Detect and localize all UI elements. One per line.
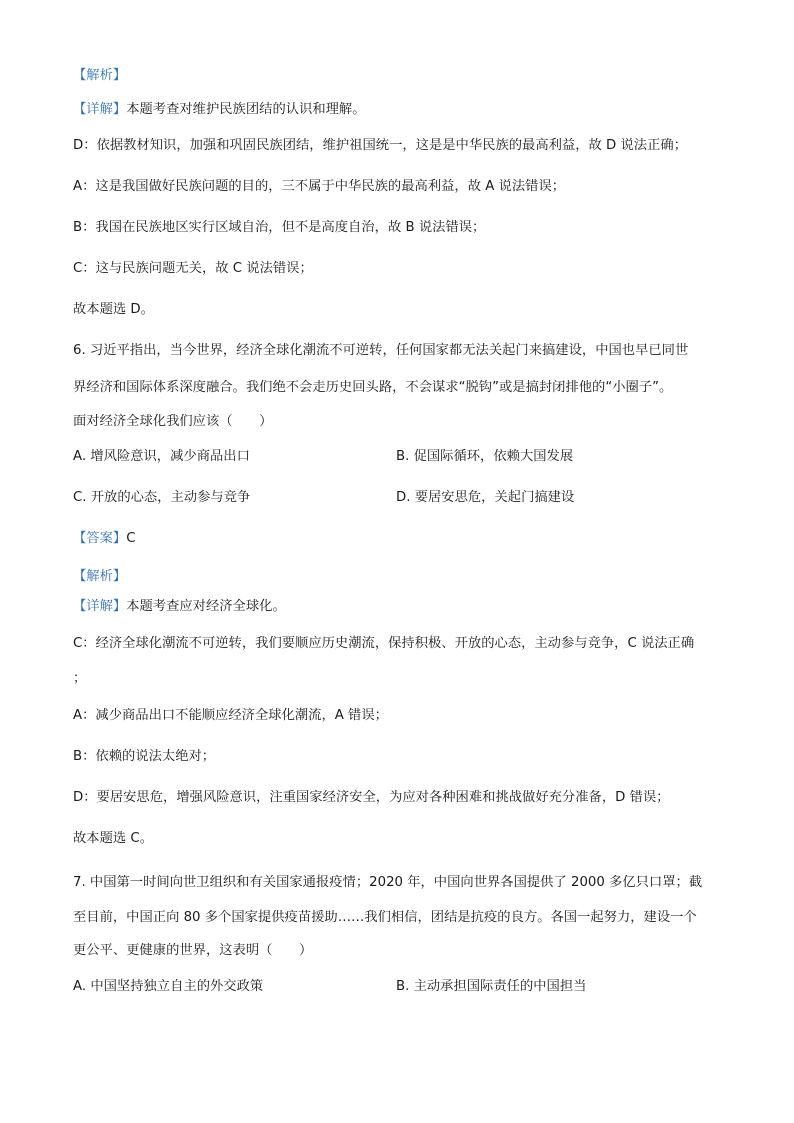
q6-explanation-d: D：要居安思危，增强风险意识，注重国家经济安全，为应对各种困难和挑战做好充分准备，D 错误； <box>73 790 670 805</box>
q6-option-b: B. 促国际循环，依赖大国发展 <box>396 449 574 464</box>
q6-detail-line <box>73 598 286 616</box>
detail-text: 本题考查应对经济全球化。 <box>126 599 286 614</box>
q6-stem-line2: 界经济和国际体系深度融合。我们绝不会走历史回头路，不会谋求“脱钩”或是搞封闭排他的“小圈子”。 <box>73 380 673 395</box>
explanation-b: B：我国在民族地区实行区域自治，但不是高度自治，故 B 说法错误； <box>73 220 486 235</box>
q6-stem-line3: 面对经济全球化我们应该（ ） <box>73 414 273 429</box>
conclusion: 故本题选 D。 <box>73 302 154 317</box>
q6-stem-line1: 6. 习近平指出，当今世界，经济全球化潮流不可逆转，任何国家都无法关起门来搞建设，中国也早已同世 <box>73 343 689 358</box>
analysis-heading: 【解析】 <box>73 68 127 83</box>
answer-tag: 【答案】 <box>73 531 127 546</box>
detail-line <box>73 101 366 119</box>
answer-value: C <box>126 531 136 546</box>
q6-option-c: C. 开放的心态，主动参与竞争 <box>73 490 251 505</box>
detail-tag: 【详解】 <box>73 102 127 117</box>
q6-explanation-c-cont: ； <box>73 671 87 686</box>
q6-answer <box>73 530 135 548</box>
q7-stem-line2: 至目前，中国正向 80 多个国家提供疫苗援助……我们相信，团结是抗疫的良方。各国一起努力，建设一个 <box>73 910 697 925</box>
q7-option-b: B. 主动承担国际责任的中国担当 <box>396 979 587 994</box>
q6-analysis-heading: 【解析】 <box>73 569 127 584</box>
q6-conclusion: 故本题选 C。 <box>73 831 153 846</box>
q6-option-a: A. 增风险意识，减少商品出口 <box>73 449 250 464</box>
detail-tag: 【详解】 <box>73 599 127 614</box>
q7-option-a: A. 中国坚持独立自主的外交政策 <box>73 979 264 994</box>
explanation-d: D：依据教材知识，加强和巩固民族团结，维护祖国统一，这是是中华民族的最高利益，故 D 说法正确； <box>73 138 687 153</box>
q6-explanation-a: A：减少商品出口不能顺应经济全球化潮流，A 错误； <box>73 708 388 723</box>
explanation-c: C：这与民族问题无关，故 C 说法错误； <box>73 261 313 276</box>
q6-explanation-b: B：依赖的说法太绝对； <box>73 749 216 764</box>
q7-stem-line3: 更公平、更健康的世界，这表明（ ） <box>73 943 313 958</box>
explanation-a: A：这是我国做好民族问题的目的，三不属于中华民族的最高利益，故 A 说法错误； <box>73 179 566 194</box>
q6-explanation-c: C：经济全球化潮流不可逆转，我们要顺应历史潮流，保持积极、开放的心态，主动参与竞争，C 说法正确 <box>73 636 695 651</box>
detail-text: 本题考查对维护民族团结的认识和理解。 <box>126 102 366 117</box>
q7-stem-line1: 7. 中国第一时间向世卫组织和有关国家通报疫情；2020 年，中国向世界各国提供了 2000 多亿只口罩；截 <box>73 875 703 890</box>
q6-option-d: D. 要居安思危，关起门搞建设 <box>396 490 575 505</box>
